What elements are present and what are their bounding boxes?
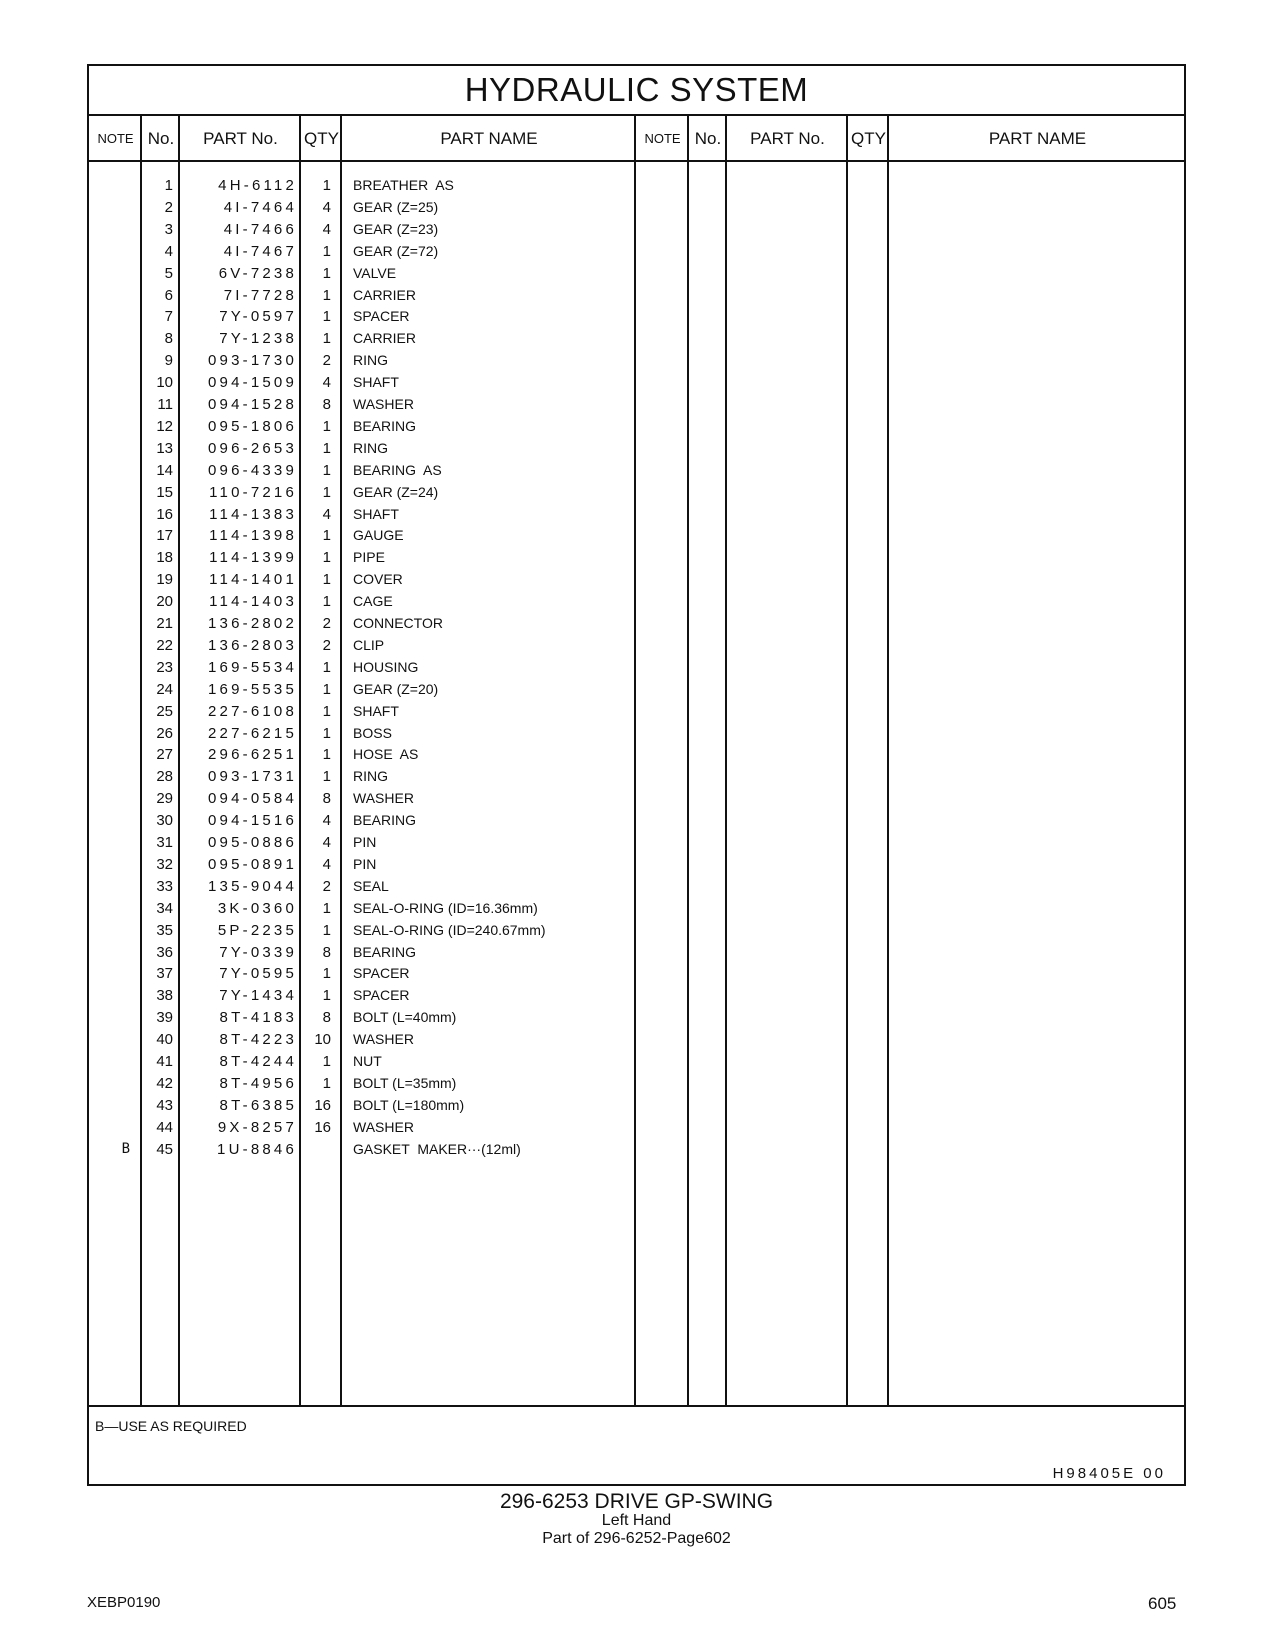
row-item-number: 43 bbox=[156, 1096, 173, 1114]
row-quantity: 1 bbox=[322, 286, 331, 304]
row-quantity: 1 bbox=[322, 439, 331, 457]
row-item-number: 17 bbox=[156, 527, 173, 545]
row-item-number: 1 bbox=[164, 177, 173, 194]
table-row bbox=[89, 459, 1184, 482]
row-part-name: SPACER bbox=[353, 987, 410, 1004]
row-part-number: 096-4339 bbox=[208, 461, 297, 479]
row-part-number: 094-1509 bbox=[208, 374, 297, 392]
row-item-number: 37 bbox=[156, 965, 173, 983]
row-part-name: RING bbox=[353, 439, 388, 456]
table-row bbox=[89, 853, 1184, 876]
header-part-name: PART NAME bbox=[440, 129, 538, 148]
row-quantity: 4 bbox=[322, 374, 331, 392]
row-item-number: 19 bbox=[156, 571, 173, 589]
header-note-right: NOTE bbox=[644, 131, 681, 146]
row-quantity: 2 bbox=[322, 636, 331, 654]
row-part-name: NUT bbox=[353, 1053, 382, 1069]
row-part-name: GAUGE bbox=[353, 527, 404, 544]
table-row bbox=[89, 262, 1184, 285]
row-note: B bbox=[121, 1140, 130, 1157]
footnote: B—USE AS REQUIRED bbox=[95, 1418, 247, 1434]
row-part-name: BEARING bbox=[353, 943, 417, 960]
row-part-number: 7I-7728 bbox=[223, 286, 297, 304]
row-part-name: SEAL-O-RING (ID=240.67mm) bbox=[353, 921, 546, 938]
row-quantity: 1 bbox=[322, 680, 331, 698]
table-row bbox=[89, 568, 1184, 591]
row-quantity: 1 bbox=[322, 899, 331, 917]
row-item-number: 14 bbox=[156, 461, 173, 479]
row-quantity: 8 bbox=[322, 790, 331, 808]
row-item-number: 41 bbox=[156, 1053, 173, 1070]
row-part-name: BEARING bbox=[353, 812, 417, 829]
table-row bbox=[89, 524, 1184, 547]
row-part-number: 8T-4244 bbox=[219, 1053, 297, 1070]
row-part-name: PIN bbox=[353, 855, 377, 872]
row-part-number: 8T-4956 bbox=[219, 1074, 297, 1092]
header-divider bbox=[89, 160, 1184, 162]
row-item-number: 21 bbox=[156, 615, 173, 632]
row-quantity: 16 bbox=[314, 1096, 331, 1114]
row-part-number: 093-1731 bbox=[208, 768, 297, 786]
row-item-number: 31 bbox=[156, 834, 173, 851]
row-quantity: 8 bbox=[322, 1009, 331, 1027]
row-part-number: 114-1399 bbox=[209, 549, 297, 567]
row-part-number: 4I-7464 bbox=[223, 198, 297, 216]
row-quantity: 1 bbox=[322, 658, 331, 676]
table-row bbox=[89, 656, 1184, 679]
row-part-name: VALVE bbox=[353, 264, 397, 281]
row-part-number: 095-0891 bbox=[208, 855, 297, 873]
row-part-name: GEAR (Z=72) bbox=[353, 242, 439, 259]
row-quantity: 1 bbox=[322, 483, 331, 501]
row-item-number: 3 bbox=[164, 220, 173, 238]
row-part-number: 8T-6385 bbox=[219, 1096, 297, 1114]
row-part-name: BOLT (L=35mm) bbox=[353, 1074, 457, 1091]
row-quantity: 1 bbox=[322, 987, 331, 1005]
row-item-number: 8 bbox=[164, 330, 173, 348]
row-item-number: 10 bbox=[156, 374, 173, 392]
row-item-number: 40 bbox=[156, 1031, 173, 1049]
row-part-name: SEAL-O-RING (ID=16.36mm) bbox=[353, 899, 538, 916]
row-quantity: 4 bbox=[322, 834, 331, 851]
row-quantity: 16 bbox=[314, 1118, 331, 1136]
row-part-number: 7Y-0595 bbox=[219, 965, 297, 983]
row-part-number: 8T-4183 bbox=[219, 1009, 297, 1027]
row-part-name: CARRIER bbox=[353, 286, 417, 303]
row-part-name: HOUSING bbox=[353, 658, 419, 675]
row-item-number: 44 bbox=[156, 1118, 173, 1136]
table-row bbox=[89, 327, 1184, 350]
row-part-name: CLIP bbox=[353, 636, 385, 653]
table-row bbox=[89, 678, 1184, 701]
row-item-number: 28 bbox=[156, 768, 173, 786]
row-part-number: 7Y-1434 bbox=[219, 987, 297, 1005]
table-row bbox=[89, 941, 1184, 964]
row-part-number: 169-5535 bbox=[208, 680, 297, 698]
row-part-number: 110-7216 bbox=[209, 483, 297, 501]
table-row bbox=[89, 722, 1184, 745]
row-part-number: 114-1398 bbox=[209, 527, 297, 545]
row-item-number: 4 bbox=[164, 242, 173, 260]
row-item-number: 16 bbox=[156, 505, 173, 523]
row-part-name: BEARING bbox=[353, 417, 417, 434]
row-part-number: 169-5534 bbox=[208, 658, 297, 676]
header-part-no-right: PART No. bbox=[750, 129, 825, 148]
row-item-number: 27 bbox=[156, 746, 173, 764]
header-qty-right: QTY bbox=[851, 129, 886, 148]
row-item-number: 6 bbox=[164, 286, 173, 304]
table-row bbox=[89, 196, 1184, 219]
row-item-number: 24 bbox=[156, 680, 173, 698]
table-title: HYDRAULIC SYSTEM bbox=[89, 66, 1184, 116]
table-row bbox=[89, 174, 1184, 197]
table-row bbox=[89, 1028, 1184, 1051]
row-part-name: GEAR (Z=25) bbox=[353, 198, 439, 215]
row-part-name: CONNECTOR bbox=[353, 615, 443, 631]
row-quantity: 4 bbox=[322, 855, 331, 873]
row-quantity: 1 bbox=[322, 768, 331, 786]
header-no-right: No. bbox=[694, 129, 722, 148]
table-row bbox=[89, 305, 1184, 328]
row-part-number: 296-6251 bbox=[208, 746, 297, 764]
row-part-name: RING bbox=[353, 768, 388, 785]
row-item-number: 23 bbox=[156, 658, 173, 676]
row-part-name: HOSE AS bbox=[353, 746, 419, 763]
row-part-number: 094-0584 bbox=[208, 790, 297, 808]
row-part-number: 093-1730 bbox=[208, 352, 297, 370]
row-part-name: CARRIER bbox=[353, 330, 417, 347]
table-row bbox=[89, 437, 1184, 460]
table-row bbox=[89, 1006, 1184, 1029]
row-part-number: 136-2803 bbox=[208, 636, 297, 654]
row-quantity: 8 bbox=[322, 396, 331, 413]
row-item-number: 29 bbox=[156, 790, 173, 808]
caption-reference: Part of 296-6252-Page602 bbox=[542, 1530, 731, 1547]
row-part-number: 094-1516 bbox=[208, 812, 297, 830]
table-row bbox=[89, 743, 1184, 766]
row-quantity: 1 bbox=[322, 264, 331, 282]
row-quantity: 1 bbox=[322, 1053, 331, 1070]
row-part-name: WASHER bbox=[353, 790, 414, 807]
header-note: NOTE bbox=[97, 131, 134, 146]
table-row bbox=[89, 590, 1184, 613]
row-item-number: 13 bbox=[156, 439, 173, 457]
header-part-name-right: PART NAME bbox=[988, 129, 1087, 148]
row-quantity: 1 bbox=[322, 461, 331, 479]
row-part-name: WASHER bbox=[353, 1031, 414, 1048]
table-row bbox=[89, 284, 1184, 307]
row-part-name: GEAR (Z=20) bbox=[353, 680, 439, 697]
parts-table bbox=[87, 64, 1186, 1486]
caption-subtitle: Left Hand bbox=[601, 1512, 672, 1529]
row-part-number: 3K-0360 bbox=[217, 899, 297, 917]
table-row bbox=[89, 612, 1184, 635]
row-item-number: 9 bbox=[164, 352, 173, 370]
row-part-number: 9X-8257 bbox=[217, 1118, 297, 1136]
row-part-number: 135-9044 bbox=[208, 877, 297, 895]
table-row bbox=[89, 634, 1184, 657]
row-quantity: 4 bbox=[322, 220, 331, 238]
row-quantity: 2 bbox=[322, 877, 331, 895]
row-part-number: 4I-7467 bbox=[223, 242, 297, 260]
row-item-number: 26 bbox=[156, 724, 173, 742]
row-part-name: WASHER bbox=[353, 1118, 414, 1135]
row-quantity: 8 bbox=[322, 943, 331, 961]
table-row bbox=[89, 919, 1184, 942]
row-part-name: GEAR (Z=23) bbox=[353, 220, 439, 237]
table-row bbox=[89, 1094, 1184, 1117]
table-row bbox=[89, 503, 1184, 526]
table-row bbox=[89, 393, 1184, 416]
row-quantity: 1 bbox=[322, 417, 331, 435]
row-part-number: 5P-2235 bbox=[217, 921, 297, 939]
row-part-name: GASKET MAKER···(12ml) bbox=[353, 1140, 521, 1157]
row-quantity: 1 bbox=[322, 242, 331, 260]
row-part-name: SEAL bbox=[353, 877, 389, 894]
row-quantity: 1 bbox=[322, 549, 331, 567]
table-row bbox=[89, 809, 1184, 832]
row-part-number: 6V-7238 bbox=[218, 264, 297, 282]
row-item-number: 5 bbox=[164, 264, 173, 282]
row-part-name: GEAR (Z=24) bbox=[353, 483, 439, 500]
row-part-number: 1U-8846 bbox=[217, 1140, 297, 1158]
row-quantity: 1 bbox=[322, 330, 331, 348]
row-item-number: 22 bbox=[156, 636, 173, 654]
caption-title: 296-6253 DRIVE GP-SWING bbox=[499, 1490, 774, 1513]
row-part-number: 095-1806 bbox=[208, 417, 297, 435]
table-row bbox=[89, 962, 1184, 985]
row-quantity: 1 bbox=[322, 571, 331, 589]
page-number: 605 bbox=[1148, 1594, 1177, 1613]
row-quantity: 1 bbox=[322, 921, 331, 939]
row-part-name: BOLT (L=40mm) bbox=[353, 1009, 457, 1026]
row-part-name: BOSS bbox=[353, 724, 392, 741]
row-part-name: SPACER bbox=[353, 965, 410, 982]
table-row bbox=[89, 218, 1184, 241]
row-part-name: BOLT (L=180mm) bbox=[353, 1096, 465, 1113]
row-quantity: 1 bbox=[322, 965, 331, 983]
row-part-number: 8T-4223 bbox=[219, 1031, 297, 1049]
row-item-number: 11 bbox=[157, 396, 173, 413]
row-part-name: SHAFT bbox=[353, 505, 399, 522]
row-item-number: 42 bbox=[156, 1074, 173, 1092]
row-quantity: 4 bbox=[322, 198, 331, 216]
row-part-number: 096-2653 bbox=[208, 439, 297, 457]
row-quantity: 10 bbox=[314, 1031, 331, 1049]
row-item-number: 45 bbox=[156, 1140, 173, 1158]
table-row bbox=[89, 240, 1184, 263]
table-row bbox=[89, 700, 1184, 723]
table-row bbox=[89, 415, 1184, 438]
row-part-number: 227-6108 bbox=[208, 702, 297, 720]
row-part-number: 4I-7466 bbox=[223, 220, 297, 238]
document-code: H98405E 00 bbox=[1052, 1465, 1166, 1482]
table-row bbox=[89, 984, 1184, 1007]
row-part-name: COVER bbox=[353, 571, 403, 588]
row-part-name: PIPE bbox=[353, 549, 385, 566]
row-part-number: 7Y-0339 bbox=[219, 943, 297, 961]
row-part-name: PIN bbox=[353, 834, 377, 850]
table-row bbox=[89, 546, 1184, 569]
table-row bbox=[89, 765, 1184, 788]
row-part-number: 095-0886 bbox=[208, 834, 297, 851]
table-row bbox=[89, 1138, 1184, 1161]
row-part-number: 7Y-0597 bbox=[219, 308, 297, 326]
row-item-number: 7 bbox=[164, 308, 173, 326]
row-part-name: BREATHER AS bbox=[353, 177, 454, 193]
row-item-number: 18 bbox=[156, 549, 173, 567]
row-quantity: 1 bbox=[322, 177, 331, 194]
row-item-number: 2 bbox=[164, 198, 173, 216]
row-part-name: CAGE bbox=[353, 593, 393, 610]
row-part-number: 227-6215 bbox=[208, 724, 297, 742]
row-part-name: SHAFT bbox=[353, 702, 399, 719]
header-part-no: PART No. bbox=[203, 129, 278, 148]
row-item-number: 34 bbox=[156, 899, 173, 917]
table-row bbox=[89, 371, 1184, 394]
row-part-number: 4H-6112 bbox=[218, 177, 297, 194]
row-part-name: SHAFT bbox=[353, 374, 399, 391]
row-quantity: 1 bbox=[322, 593, 331, 611]
row-part-number: 114-1401 bbox=[209, 571, 297, 589]
row-part-number: 114-1403 bbox=[209, 593, 297, 611]
table-row bbox=[89, 481, 1184, 504]
row-part-name: BEARING AS bbox=[353, 461, 442, 478]
row-item-number: 35 bbox=[156, 921, 173, 939]
row-item-number: 39 bbox=[156, 1009, 173, 1027]
table-row bbox=[89, 831, 1184, 854]
table-row bbox=[89, 787, 1184, 810]
row-item-number: 20 bbox=[156, 593, 173, 611]
row-item-number: 36 bbox=[156, 943, 173, 961]
row-quantity: 1 bbox=[322, 527, 331, 545]
row-item-number: 30 bbox=[156, 812, 173, 830]
header-qty: QTY bbox=[304, 129, 339, 148]
row-part-name: RING bbox=[353, 352, 388, 369]
row-item-number: 38 bbox=[156, 987, 173, 1005]
table-row bbox=[89, 349, 1184, 372]
row-item-number: 32 bbox=[156, 855, 173, 873]
row-quantity: 1 bbox=[322, 746, 331, 764]
header-no: No. bbox=[147, 129, 175, 148]
footer-divider bbox=[89, 1405, 1184, 1407]
row-item-number: 12 bbox=[156, 417, 173, 435]
row-quantity: 1 bbox=[322, 702, 331, 720]
row-quantity: 1 bbox=[322, 308, 331, 326]
table-row bbox=[89, 1072, 1184, 1095]
row-item-number: 15 bbox=[156, 483, 173, 501]
row-part-name: WASHER bbox=[353, 396, 414, 412]
row-quantity: 1 bbox=[322, 1074, 331, 1092]
row-quantity: 1 bbox=[322, 724, 331, 742]
row-item-number: 33 bbox=[156, 877, 173, 895]
doc-id: XEBP0190 bbox=[87, 1594, 161, 1611]
row-part-number: 094-1528 bbox=[208, 396, 297, 413]
row-item-number: 25 bbox=[156, 702, 173, 720]
table-row bbox=[89, 1116, 1184, 1139]
table-row bbox=[89, 875, 1184, 898]
row-part-number: 136-2802 bbox=[208, 615, 297, 632]
row-part-name: SPACER bbox=[353, 308, 410, 325]
table-row bbox=[89, 1050, 1184, 1073]
table-row bbox=[89, 897, 1184, 920]
row-part-number: 114-1383 bbox=[209, 505, 297, 523]
row-part-number: 7Y-1238 bbox=[219, 330, 297, 348]
row-quantity: 2 bbox=[322, 352, 331, 370]
row-quantity: 2 bbox=[322, 615, 331, 632]
row-quantity: 4 bbox=[322, 505, 331, 523]
row-quantity: 4 bbox=[322, 812, 331, 830]
